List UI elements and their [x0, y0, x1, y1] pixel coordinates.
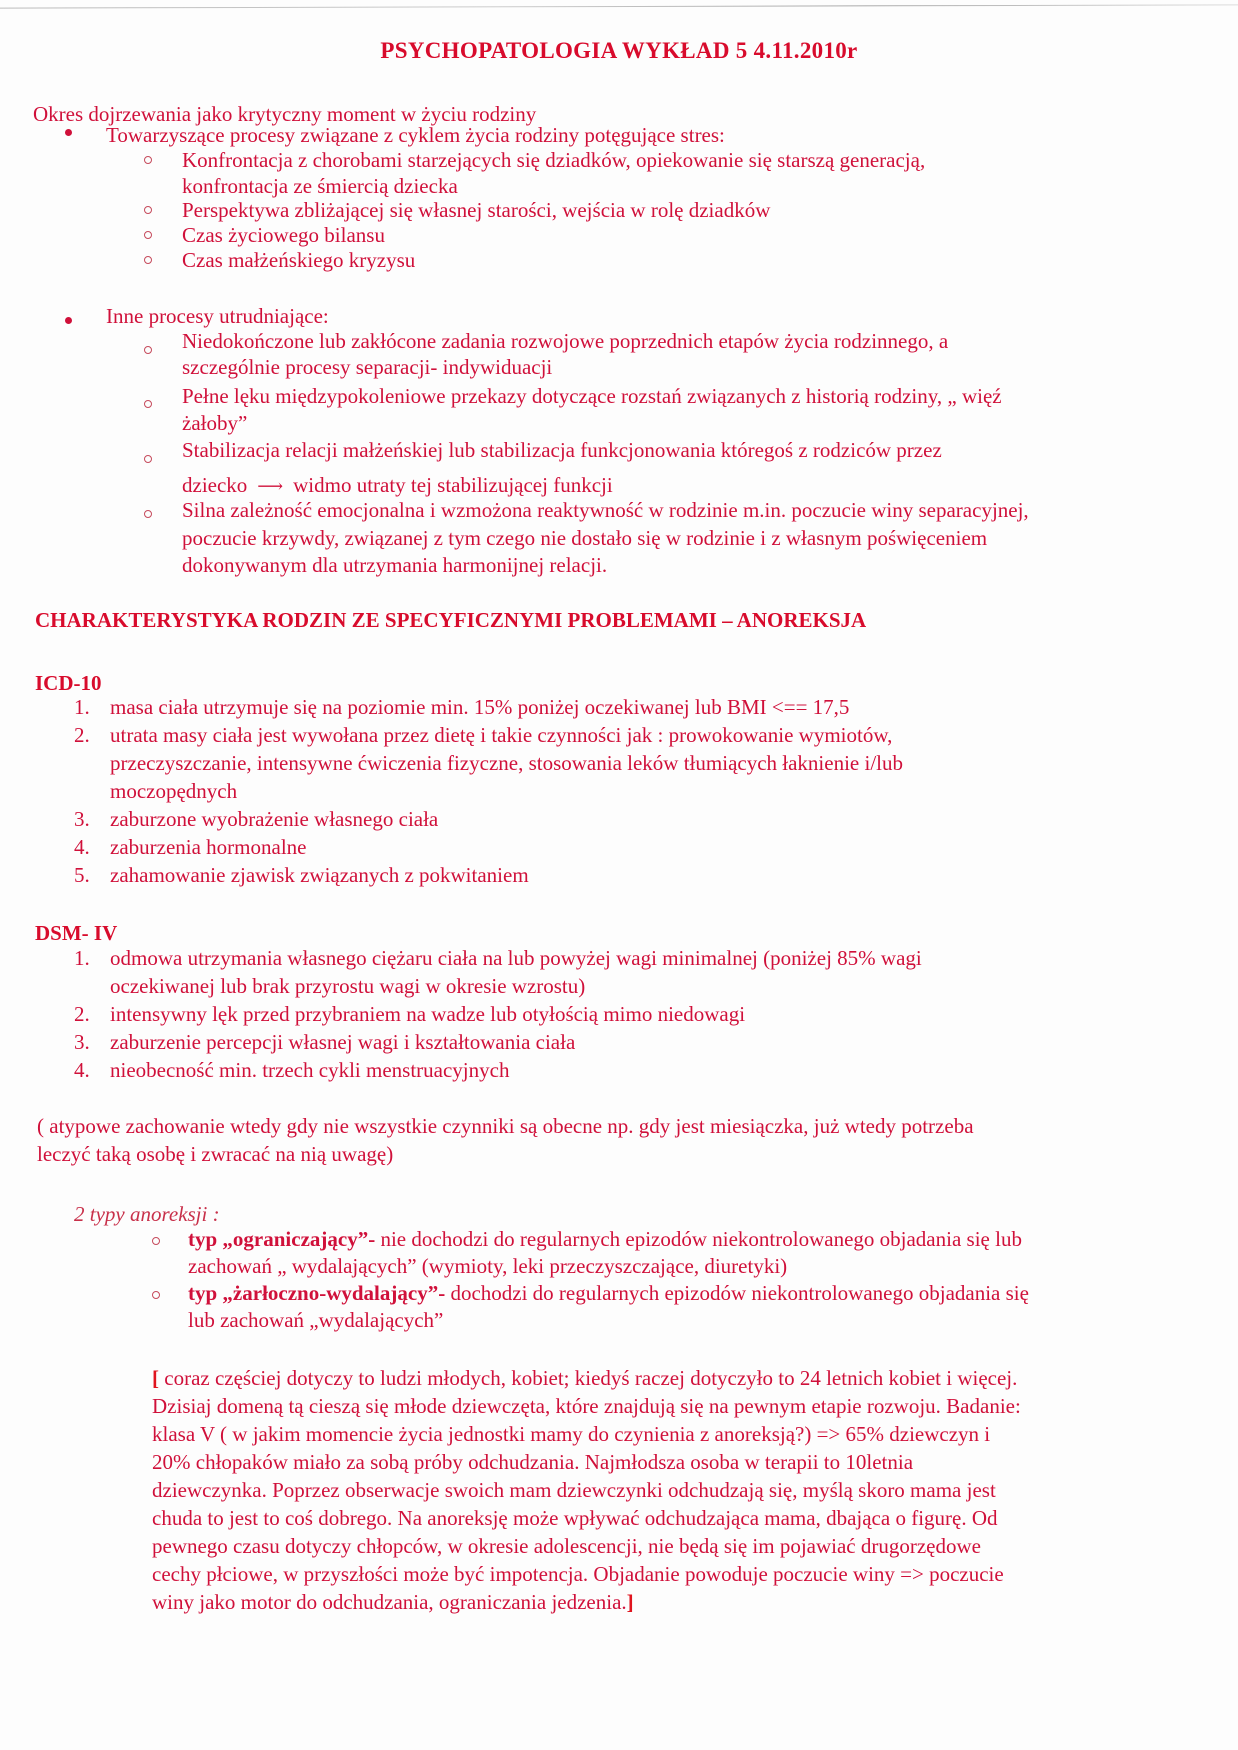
subitem-text: Czas małżeńskiego kryzysu [182, 248, 416, 272]
open-bracket: [ [152, 1366, 159, 1390]
paragraph-line: klasa V ( w jakim momencie życia jednostki mamy do czynienia z anoreksją?) => 65% dziewczyn i [152, 1422, 991, 1446]
paragraph-line: dziewczynka. Poprzez obserwacje swoich mam dziewczynki odchudzają się, myślą skoro mama jest [152, 1478, 996, 1502]
dsm-item: nieobecność min. trzech cykli menstruacyjnych [110, 1058, 510, 1082]
dsm-label: DSM- IV [35, 921, 118, 945]
type-desc: nie dochodzi do regularnych epizodów niekontrolowanego objadania się lub [375, 1227, 1022, 1251]
subitem-text: Pełne lęku międzypokoleniowe przekazy dotyczące rozstań związanych z historią rodziny, „ więź [182, 384, 1002, 408]
icd-item: zahamowanie zjawisk związanych z pokwitaniem [110, 863, 529, 887]
section-heading-adolescence: Okres dojrzewania jako krytyczny moment w życiu rodziny [33, 102, 537, 126]
type-name: typ „ograniczający”- [188, 1227, 376, 1251]
paragraph-text: winy jako motor do odchudzania, ograniczania jedzenia. [152, 1590, 627, 1614]
circle-bullet-icon [144, 510, 152, 518]
scan-edge-line [0, 4, 1238, 8]
list-number: 1. [74, 946, 90, 970]
paragraph-line [152, 1365, 1017, 1391]
subitem-text: Czas życiowego bilansu [182, 223, 385, 247]
list-number: 2. [74, 1002, 90, 1026]
section-heading-anorexia: CHARAKTERYSTYKA RODZIN ZE SPECYFICZNYMI PROBLEMAMI – ANOREKSJA [35, 608, 867, 632]
page-title: PSYCHOPATOLOGIA WYKŁAD 5 4.11.2010r [380, 38, 858, 63]
circle-bullet-icon [144, 346, 152, 354]
paragraph-text: coraz częściej dotyczy to ludzi młodych, kobiet; kiedyś raczej dotyczyło to 24 letnich kobiet i więcej. [159, 1366, 1018, 1390]
paragraph-line: 20% chłopaków miało za sobą próby odchudzania. Najmłodsza osoba w terapii to 10letnia [152, 1450, 914, 1474]
icd-label: ICD-10 [35, 671, 102, 695]
type-desc: lub zachowań „wydalających” [188, 1308, 444, 1332]
subitem-text: Silna zależność emocjonalna i wzmożona reaktywność w rodzinie m.in. poczucie winy separacyjnej, [182, 498, 1029, 522]
subitem-text-with-arrow [182, 472, 613, 499]
type-desc: dochodzi do regularnych epizodów niekontrolowanego objadania się [445, 1281, 1029, 1305]
types-label: 2 typy anoreksji : [74, 1202, 220, 1226]
dsm-item: odmowa utrzymania własnego ciężaru ciała na lub powyżej wagi minimalnej (poniżej 85% wagi [110, 946, 922, 970]
circle-bullet-icon [144, 206, 152, 214]
list-number: 2. [74, 723, 90, 747]
arrow-right-icon: ⟶ [257, 476, 284, 496]
list-number: 5. [74, 863, 90, 887]
list-number: 3. [74, 807, 90, 831]
paragraph-line: Dzisiaj domeną tą cieszą się młode dziewczęta, które znajdują się na pewnym etapie rozwoju. Badanie: [152, 1394, 1021, 1418]
list-number: 1. [74, 695, 90, 719]
subitem-text: Perspektywa zbliżającej się własnej starości, wejścia w rolę dziadków [182, 198, 771, 222]
circle-bullet-icon [152, 1291, 160, 1299]
type-desc: zachowań „ wydalających” (wymioty, leki przeczyszczające, diuretyki) [188, 1254, 788, 1278]
type-name: typ „żarłoczno-wydalający”- [188, 1281, 446, 1305]
subitem-text: Stabilizacja relacji małżeńskiej lub stabilizacja funkcjonowania któregoś z rodziców przez [182, 438, 942, 462]
circle-bullet-icon [144, 400, 152, 408]
bullet-dot-icon [65, 317, 72, 324]
note-text: leczyć taką osobę i zwracać na nią uwagę) [37, 1142, 394, 1166]
type-item [188, 1280, 1029, 1306]
list-number: 4. [74, 835, 90, 859]
dsm-item: oczekiwanej lub brak przyrostu wagi w okresie wzrostu) [110, 974, 586, 998]
circle-bullet-icon [144, 156, 152, 164]
subitem-text: żałoby” [182, 411, 248, 435]
subitem-text: Niedokończone lub zakłócone zadania rozwojowe poprzednich etapów życia rodzinnego, a [182, 329, 949, 353]
paragraph-line: cechy płciowe, w przyszłości może być impotencja. Objadanie powoduje poczucie winy => poczucie [152, 1562, 1004, 1586]
paragraph-line: pewnego czasu dotyczy chłopców, w okresie adolescencji, nie będą się im pojawiać drugorzędowe [152, 1534, 981, 1558]
type-item [188, 1226, 1022, 1252]
close-bracket: ] [626, 1590, 634, 1614]
subitem-word: dziecko [182, 473, 248, 497]
dsm-item: intensywny lęk przed przybraniem na wadze lub otyłością mimo niedowagi [110, 1002, 746, 1026]
icd-item: przeczyszczanie, intensywne ćwiczenia fizyczne, stosowania leków tłumiących łaknienie i/lub [110, 751, 903, 775]
subitem-word: widmo utraty tej stabilizującej funkcji [293, 473, 613, 497]
bullet-dot-icon [65, 129, 72, 136]
icd-item: zaburzenia hormonalne [110, 835, 307, 859]
icd-item: masa ciała utrzymuje się na poziomie min. 15% poniżej oczekiwanej lub BMI <== 17,5 [110, 695, 850, 719]
circle-bullet-icon [144, 455, 152, 463]
paragraph-line [152, 1589, 634, 1615]
circle-bullet-icon [144, 231, 152, 239]
circle-bullet-icon [144, 256, 152, 264]
icd-item: zaburzone wyobrażenie własnego ciała [110, 807, 439, 831]
list-number: 4. [74, 1058, 90, 1082]
subitem-text: konfrontacja ze śmiercią dziecka [182, 174, 458, 198]
paragraph-line: chuda to jest to coś dobrego. Na anoreksję może wpływać odchudzająca mama, dbająca o figurę. Od [152, 1506, 998, 1530]
icd-item: utrata masy ciała jest wywołana przez dietę i takie czynności jak : prowokowanie wymiotów, [110, 723, 893, 747]
subitem-text: szczególnie procesy separacji- indywiduacji [182, 355, 553, 379]
icd-item: moczopędnych [110, 779, 238, 803]
bullet-text: Inne procesy utrudniające: [106, 304, 329, 328]
note-text: ( atypowe zachowanie wtedy gdy nie wszystkie czynniki są obecne np. gdy jest miesiączka, już wtedy potrzeba [37, 1114, 974, 1138]
dsm-item: zaburzenie percepcji własnej wagi i kształtowania ciała [110, 1030, 576, 1054]
subitem-text: dokonywanym dla utrzymania harmonijnej relacji. [182, 553, 608, 577]
list-number: 3. [74, 1030, 90, 1054]
circle-bullet-icon [152, 1237, 160, 1245]
bullet-text: Towarzyszące procesy związane z cyklem życia rodziny potęgujące stres: [106, 123, 725, 147]
subitem-text: poczucie krzywdy, związanej z tym czego nie dostało się w rodzinie i z własnym poświęceniem [182, 526, 988, 550]
subitem-text: Konfrontacja z chorobami starzejących się dziadków, opiekowanie się starszą generacją, [182, 148, 926, 172]
